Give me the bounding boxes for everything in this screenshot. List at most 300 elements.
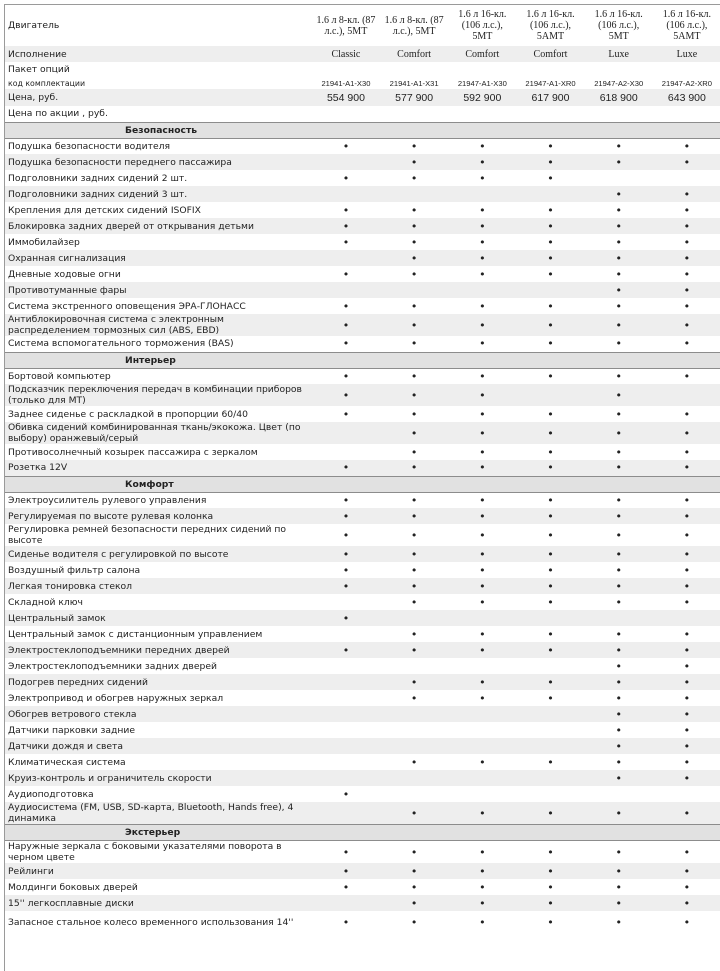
included-dot: • [410,845,418,859]
included-dot: • [653,508,720,524]
included-dot: • [547,299,554,313]
trim-label: Исполнение [5,46,312,62]
empty-cell [516,282,584,298]
feature-label: Противотуманные фары [5,282,312,298]
feature-row [5,422,720,444]
empty-cell [380,610,448,626]
promo-price-label: Цена по акции , руб. [8,108,108,120]
included-dot: • [479,267,486,281]
engine-cell: 1.6 л 16-кл. (106 л.с.), 5AMT [526,9,575,42]
feature-label: Электростеклоподъемники передних дверей [5,642,312,658]
empty-cell [516,186,584,202]
included-dot: • [410,627,418,641]
feature-row [5,282,720,298]
included-dot: • [547,595,554,609]
empty-cell [312,674,380,690]
feature-label: Центральный замок [5,610,312,626]
included-dot: • [615,691,622,705]
included-dot: • [615,845,622,859]
feature-label: Рейлинги [5,863,312,879]
included-dot: • [585,674,653,690]
included-dot: • [547,845,554,859]
section-header-row [5,352,720,368]
trim-cell: Comfort [380,46,448,62]
feature-row [5,234,720,250]
feature-label: Воздушный фильтр салона [8,564,141,576]
included-dot: • [547,563,554,577]
feature-label: Подсказчик переключения передач в комбинации приборов (только для МТ) [5,384,312,406]
empty-cell [380,282,448,298]
feature-label: Запасное стальное колесо временного использования 14'' [8,916,294,928]
included-dot: • [410,407,418,421]
included-dot: • [448,508,516,524]
included-dot: • [615,659,622,673]
included-dot: • [380,154,448,170]
included-dot: • [448,674,516,690]
included-dot: • [342,563,350,577]
included-dot: • [615,563,622,577]
included-dot: • [516,546,584,562]
included-dot: • [683,845,691,859]
feature-row [5,250,720,266]
empty-cell [380,706,448,722]
included-dot: • [342,493,350,507]
empty-cell [380,658,448,674]
included-dot: • [683,595,691,609]
price-cell: 592 900 [448,89,516,106]
included-dot: • [547,407,554,421]
section-header-row [5,825,720,841]
included-dot: • [585,154,653,170]
included-dot: • [653,738,720,754]
included-dot: • [547,528,554,542]
empty-cell [448,706,516,722]
empty-cell [312,594,380,610]
code-cell: 21947-A2-XR0 [661,78,713,88]
feature-label: Подголовники задних сидений 2 шт. [8,172,188,184]
code-cell: 21941-A1-X30 [321,78,371,88]
feature-label: Подогрев передних сидений [5,674,312,690]
feature-label: Сиденье водителя с регулировкой по высоте [5,546,312,562]
included-dot: • [615,139,622,153]
included-dot: • [585,508,653,524]
empty-cell [653,170,720,186]
trim-cell: Classic [312,46,380,62]
included-dot: • [653,770,720,786]
included-dot: • [380,674,448,690]
included-dot: • [448,218,516,234]
included-dot: • [683,915,691,929]
included-dot: • [342,845,350,859]
included-dot: • [410,337,418,351]
feature-label: Обивка сидений комбинированная ткань/экокожа. Цвет (по выбору) оранжевый/серый [5,422,312,444]
included-dot: • [410,445,418,459]
feature-label: Молдинги боковых дверей [8,881,138,893]
included-dot: • [410,369,418,383]
included-dot: • [479,691,486,705]
feature-label: Крепления для детских сидений ISOFIX [8,204,201,216]
feature-row [5,642,720,658]
package-label: Пакет опций [8,64,70,75]
included-dot: • [380,802,448,825]
feature-label: Климатическая система [8,756,126,768]
feature-row [5,690,720,706]
feature-row [5,754,720,770]
included-dot: • [585,895,653,911]
included-dot: • [479,563,486,577]
included-dot: • [448,895,516,911]
feature-row [5,546,720,562]
feature-label: Обогрев ветрового стекла [5,706,312,722]
included-dot: • [448,422,516,444]
included-dot: • [448,642,516,658]
included-dot: • [547,493,554,507]
empty-cell [380,722,448,738]
included-dot: • [585,186,653,202]
empty-cell [312,154,380,170]
included-dot: • [615,915,622,929]
included-dot: • [653,802,720,825]
code-row [5,77,720,89]
empty-cell [312,186,380,202]
feature-label: Датчики дождя и света [5,738,312,754]
empty-cell [380,770,448,786]
empty-cell [448,610,516,626]
included-dot: • [547,627,554,641]
included-dot: • [683,299,691,313]
empty-cell [585,786,653,802]
engine-cell: 1.6 л 16-кл. (106 л.с.), 5MT [594,9,643,42]
empty-cell [448,186,516,202]
section-title: Безопасность [5,122,720,138]
feature-label: Легкая тонировка стекол [5,578,312,594]
included-dot: • [683,267,691,281]
empty-cell [448,722,516,738]
included-dot: • [516,460,584,476]
engine-label: Двигатель [8,20,60,31]
included-dot: • [547,369,554,383]
empty-cell [312,706,380,722]
included-dot: • [516,218,584,234]
empty-cell [448,738,516,754]
feature-label: Иммобилайзер [8,236,80,248]
feature-row [5,314,720,336]
included-dot: • [380,460,448,476]
empty-cell [312,250,380,266]
included-dot: • [312,460,380,476]
included-dot: • [479,880,486,894]
feature-label: Блокировка задних дверей от открывания детьми [5,218,312,234]
included-dot: • [448,460,516,476]
included-dot: • [653,154,720,170]
included-dot: • [410,493,418,507]
included-dot: • [312,314,380,336]
feature-row [5,384,720,406]
included-dot: • [683,659,691,673]
included-dot: • [410,691,418,705]
feature-label: Аудиосистема (FM, USB, SD-карта, Bluetooth, Hands free), 4 динамика [5,802,312,825]
included-dot: • [653,642,720,658]
section-header-row [5,122,720,138]
included-dot: • [516,863,584,879]
empty-cell [516,706,584,722]
feature-label: Подушка безопасности переднего пассажира [5,154,312,170]
feature-row [5,218,720,234]
included-dot: • [516,314,584,336]
engine-cell: 1.6 л 16-кл. (106 л.с.), 5MT [458,9,507,42]
included-dot: • [479,337,486,351]
empty-cell [516,722,584,738]
included-dot: • [410,915,418,929]
included-dot: • [342,787,350,801]
empty-cell [312,802,380,825]
included-dot: • [615,299,622,313]
feature-row [5,786,720,802]
feature-label: Заднее сиденье с раскладкой в пропорции 60/40 [8,408,248,420]
feature-row [5,298,720,314]
empty-cell [516,770,584,786]
included-dot: • [410,880,418,894]
section-header-row [5,476,720,492]
included-dot: • [653,895,720,911]
empty-cell [380,738,448,754]
included-dot: • [410,235,418,249]
included-dot: • [683,723,691,737]
included-dot: • [683,563,691,577]
included-dot: • [380,218,448,234]
included-dot: • [479,171,486,185]
included-dot: • [342,337,350,351]
trim-cell: Luxe [585,46,653,62]
included-dot: • [653,706,720,722]
feature-row [5,202,720,218]
feature-row [5,610,720,626]
included-dot: • [615,369,622,383]
included-dot: • [615,755,622,769]
included-dot: • [547,337,554,351]
feature-row [5,508,720,524]
empty-cell [312,738,380,754]
included-dot: • [479,369,486,383]
included-dot: • [342,528,350,542]
feature-label: Противосолнечный козырек пассажира с зеркалом [8,446,258,458]
feature-label: Круиз-контроль и ограничитель скорости [5,770,312,786]
price-cell: 577 900 [380,89,448,106]
included-dot: • [585,578,653,594]
feature-row [5,626,720,642]
included-dot: • [653,578,720,594]
included-dot: • [380,895,448,911]
included-dot: • [585,863,653,879]
included-dot: • [547,880,554,894]
feature-label: Антиблокировочная система с электронным распределением тормозных сил (ABS, EBD) [5,314,312,336]
included-dot: • [615,493,622,507]
empty-cell [312,722,380,738]
included-dot: • [615,528,622,542]
included-dot: • [615,723,622,737]
included-dot: • [479,627,486,641]
included-dot: • [516,674,584,690]
code-label: код комплектации [8,78,86,88]
included-dot: • [380,863,448,879]
feature-row [5,406,720,422]
feature-row [5,170,720,186]
empty-cell [312,895,380,911]
included-dot: • [683,203,691,217]
empty-cell [448,770,516,786]
empty-cell [585,170,653,186]
engine-cell: 1.6 л 16-кл. (106 л.с.), 5AMT [662,9,711,42]
feature-row [5,154,720,170]
empty-cell [653,786,720,802]
feature-row [5,895,720,911]
included-dot: • [479,755,486,769]
included-dot: • [479,203,486,217]
feature-row [5,460,720,476]
feature-label: Аудиоподготовка [8,788,94,800]
included-dot: • [312,508,380,524]
included-dot: • [516,250,584,266]
feature-label: Охранная сигнализация [5,250,312,266]
included-dot: • [683,337,691,351]
empty-cell [312,690,380,706]
included-dot: • [479,299,486,313]
included-dot: • [683,493,691,507]
feature-row [5,674,720,690]
included-dot: • [342,171,350,185]
empty-cell [585,610,653,626]
feature-label: Датчики парковки задние [8,724,135,736]
included-dot: • [547,171,554,185]
included-dot: • [479,845,486,859]
included-dot: • [312,610,380,626]
feature-label: Наружные зеркала с боковыми указателями поворота в черном цвете [8,841,282,863]
feature-row [5,524,720,546]
included-dot: • [380,546,448,562]
feature-label: Подголовники задних сидений 3 шт. [5,186,312,202]
included-dot: • [585,422,653,444]
code-cell: 21947-A1-X30 [457,78,507,88]
included-dot: • [585,314,653,336]
included-dot: • [585,218,653,234]
included-dot: • [683,369,691,383]
code-cell: 21941-A1-X31 [389,78,439,88]
price-row [5,89,720,106]
included-dot: • [312,384,380,406]
empty-cell [312,444,380,460]
engine-row [5,5,720,46]
included-dot: • [380,642,448,658]
included-dot: • [312,546,380,562]
included-dot: • [547,139,554,153]
feature-label: Розетка 12V [5,460,312,476]
included-dot: • [380,578,448,594]
included-dot: • [342,235,350,249]
included-dot: • [683,407,691,421]
feature-row [5,492,720,508]
included-dot: • [342,880,350,894]
empty-cell [312,282,380,298]
included-dot: • [653,674,720,690]
feature-row [5,368,720,384]
feature-row [5,863,720,879]
feature-row [5,770,720,786]
empty-cell [653,384,720,406]
included-dot: • [479,407,486,421]
empty-cell [448,282,516,298]
included-dot: • [615,407,622,421]
empty-cell [448,786,516,802]
included-dot: • [615,235,622,249]
included-dot: • [683,235,691,249]
included-dot: • [342,407,350,421]
included-dot: • [653,863,720,879]
promo-price-row [5,106,720,122]
included-dot: • [683,528,691,542]
included-dot: • [448,250,516,266]
included-dot: • [516,578,584,594]
included-dot: • [683,755,691,769]
included-dot: • [653,186,720,202]
feature-row [5,594,720,610]
included-dot: • [448,384,516,406]
included-dot: • [585,642,653,658]
included-dot: • [653,282,720,298]
empty-cell [312,626,380,642]
included-dot: • [683,627,691,641]
included-dot: • [615,445,622,459]
empty-cell [312,658,380,674]
included-dot: • [585,802,653,825]
included-dot: • [380,314,448,336]
empty-cell [380,186,448,202]
trim-comparison-sheet [4,4,720,971]
included-dot: • [683,880,691,894]
included-dot: • [479,528,486,542]
included-dot: • [479,595,486,609]
included-dot: • [585,384,653,406]
package-row [5,62,720,77]
feature-row [5,658,720,674]
feature-row [5,138,720,154]
included-dot: • [547,755,554,769]
included-dot: • [448,578,516,594]
included-dot: • [547,235,554,249]
included-dot: • [615,337,622,351]
trim-cell: Comfort [516,46,584,62]
empty-cell [516,738,584,754]
section-title: Экстерьер [5,825,720,841]
included-dot: • [448,314,516,336]
feature-row [5,706,720,722]
empty-cell [516,658,584,674]
included-dot: • [410,139,418,153]
feature-row [5,802,720,825]
included-dot: • [448,863,516,879]
price-cell: 643 900 [653,89,720,106]
included-dot: • [615,627,622,641]
trim-cell: Comfort [448,46,516,62]
empty-cell [312,422,380,444]
feature-row [5,738,720,754]
price-cell: 554 900 [312,89,380,106]
included-dot: • [380,422,448,444]
feature-label: Электропривод и обогрев наружных зеркал [8,692,224,704]
code-cell: 21947-A2-X30 [594,78,644,88]
included-dot: • [547,691,554,705]
feature-row [5,841,720,864]
included-dot: • [585,546,653,562]
